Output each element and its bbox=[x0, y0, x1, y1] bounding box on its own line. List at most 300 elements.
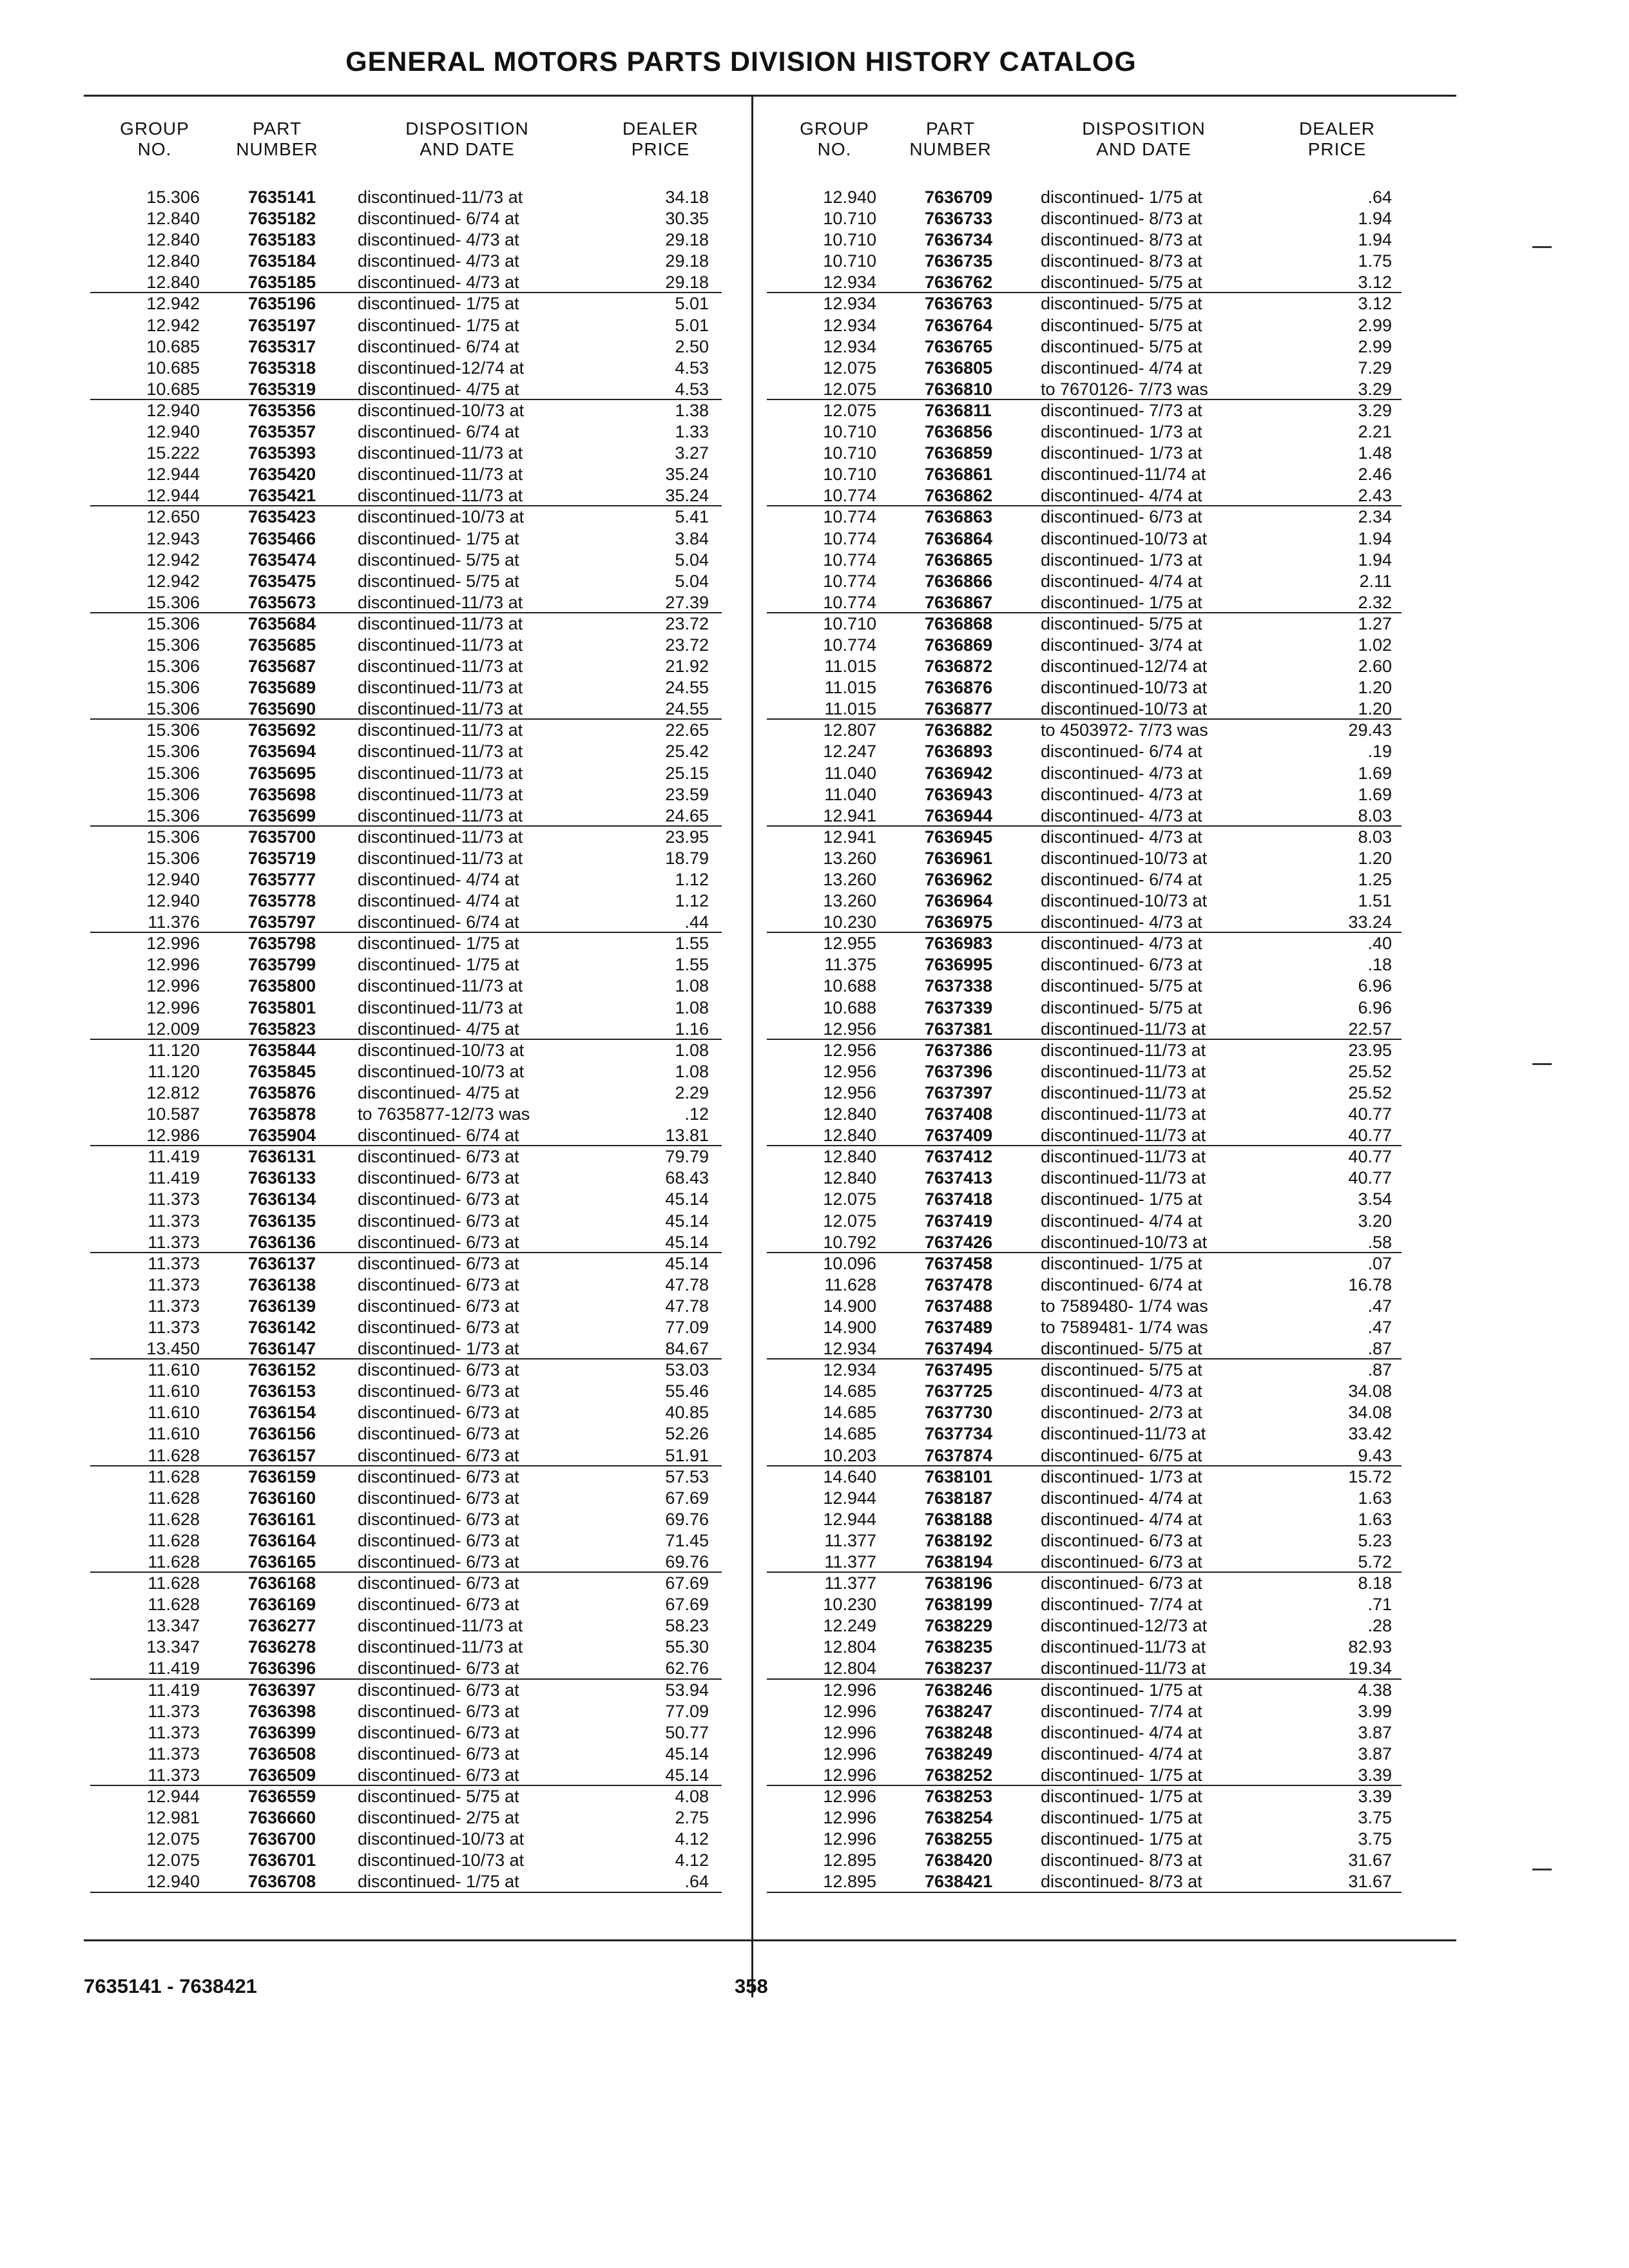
part-number: 7636864 bbox=[925, 528, 993, 548]
table-row bbox=[767, 1082, 1402, 1104]
disposition: discontinued- 5/75 at bbox=[1041, 336, 1202, 356]
dealer-price: 3.27 bbox=[675, 443, 709, 463]
part-number: 7636964 bbox=[925, 891, 993, 911]
group-no: 11.377 bbox=[824, 1552, 876, 1571]
table-row bbox=[90, 528, 722, 550]
table-row bbox=[767, 635, 1402, 656]
dealer-price: 3.87 bbox=[1358, 1722, 1392, 1742]
table-row bbox=[767, 506, 1402, 528]
part-number: 7635800 bbox=[248, 976, 316, 996]
dealer-price: 34.18 bbox=[665, 187, 709, 207]
dealer-price: 31.67 bbox=[1348, 1850, 1392, 1870]
dealer-price: 2.60 bbox=[1358, 657, 1392, 677]
dealer-price: 1.94 bbox=[1358, 230, 1392, 250]
table-row bbox=[90, 1509, 722, 1530]
disposition: discontinued- 4/74 at bbox=[1041, 571, 1202, 591]
table-row bbox=[90, 1082, 722, 1104]
table-row bbox=[767, 208, 1402, 229]
group-no: 10.688 bbox=[823, 997, 876, 1017]
group-no: 11.373 bbox=[148, 1744, 200, 1763]
dealer-price: 1.08 bbox=[675, 1040, 709, 1060]
table-row bbox=[90, 763, 722, 784]
dealer-price: 3.99 bbox=[1358, 1701, 1392, 1721]
disposition: discontinued- 1/75 at bbox=[1041, 187, 1202, 207]
disposition: discontinued- 1/75 at bbox=[1041, 1829, 1202, 1849]
disposition: discontinued-10/73 at bbox=[358, 1850, 525, 1870]
dealer-price: 25.52 bbox=[1348, 1082, 1392, 1102]
group-no: 12.247 bbox=[823, 742, 876, 762]
group-no: 12.807 bbox=[823, 720, 876, 740]
dealer-price: 40.77 bbox=[1348, 1126, 1392, 1146]
disposition: discontinued- 1/75 at bbox=[1041, 1253, 1202, 1273]
group-no: 10.774 bbox=[823, 592, 876, 612]
group-no: 12.996 bbox=[823, 1701, 876, 1721]
part-number: 7635318 bbox=[248, 358, 316, 378]
table-row bbox=[767, 1680, 1402, 1701]
part-number: 7636169 bbox=[248, 1595, 316, 1615]
disposition: discontinued- 6/73 at bbox=[1041, 507, 1202, 527]
disposition: discontinued- 6/73 at bbox=[358, 1658, 519, 1678]
disposition: discontinued- 6/75 at bbox=[1041, 1445, 1202, 1465]
part-number: 7638101 bbox=[925, 1466, 993, 1486]
part-number: 7635183 bbox=[248, 230, 316, 250]
disposition: discontinued-11/73 at bbox=[1041, 1040, 1206, 1060]
part-number: 7637730 bbox=[925, 1403, 993, 1423]
group-no: 11.419 bbox=[148, 1658, 200, 1678]
disposition: discontinued- 1/75 at bbox=[1041, 592, 1202, 612]
group-no: 12.944 bbox=[146, 486, 200, 506]
disposition: discontinued-11/73 at bbox=[1041, 1658, 1206, 1678]
group-no: 15.306 bbox=[146, 613, 200, 633]
table-row bbox=[767, 485, 1402, 506]
group-no: 13.260 bbox=[823, 891, 876, 911]
group-no: 12.075 bbox=[823, 379, 876, 399]
table-row bbox=[90, 1552, 722, 1573]
header-rule bbox=[84, 95, 1456, 97]
dealer-price: .87 bbox=[1367, 1360, 1392, 1380]
disposition: discontinued- 4/73 at bbox=[1041, 763, 1202, 783]
table-row bbox=[767, 784, 1402, 805]
dealer-price: .18 bbox=[1367, 955, 1392, 975]
table-row bbox=[767, 1423, 1402, 1445]
part-number: 7635317 bbox=[248, 336, 316, 356]
part-number: 7636508 bbox=[248, 1744, 316, 1763]
dealer-price: 5.72 bbox=[1358, 1552, 1392, 1571]
part-number: 7637386 bbox=[925, 1040, 993, 1060]
dealer-price: 1.25 bbox=[1358, 870, 1392, 889]
table-row bbox=[90, 1189, 722, 1210]
part-number: 7636147 bbox=[248, 1339, 316, 1359]
disposition: discontinued- 6/73 at bbox=[358, 1296, 519, 1316]
dealer-price: 69.76 bbox=[665, 1552, 709, 1571]
part-number: 7636810 bbox=[925, 379, 993, 399]
table-row bbox=[767, 1445, 1402, 1466]
dealer-price: 25.42 bbox=[665, 742, 709, 762]
part-number: 7636944 bbox=[925, 805, 993, 825]
table-row bbox=[767, 379, 1402, 400]
table-row bbox=[90, 1381, 722, 1402]
disposition: discontinued- 4/73 at bbox=[1041, 934, 1202, 954]
part-number: 7635698 bbox=[248, 784, 316, 804]
group-no: 15.306 bbox=[146, 657, 200, 677]
group-no: 11.373 bbox=[148, 1189, 200, 1209]
disposition: discontinued- 4/74 at bbox=[1041, 1722, 1202, 1742]
table-row bbox=[90, 1850, 722, 1871]
dealer-price: 25.52 bbox=[1348, 1061, 1392, 1081]
dealer-price: 3.87 bbox=[1358, 1744, 1392, 1763]
part-number: 7635798 bbox=[248, 934, 316, 954]
disposition: discontinued- 4/75 at bbox=[358, 379, 519, 399]
part-number: 7636164 bbox=[248, 1530, 316, 1550]
dealer-price: 2.99 bbox=[1358, 315, 1392, 335]
part-number: 7638249 bbox=[925, 1744, 993, 1763]
table-row bbox=[767, 677, 1402, 698]
dealer-price: 57.53 bbox=[665, 1466, 709, 1486]
part-number: 7638255 bbox=[925, 1829, 993, 1849]
disposition: discontinued- 6/74 at bbox=[358, 1126, 519, 1146]
group-no: 12.955 bbox=[823, 934, 876, 954]
part-number: 7635777 bbox=[248, 870, 316, 889]
group-no: 12.940 bbox=[146, 400, 200, 420]
table-row bbox=[90, 656, 722, 677]
part-number: 7636995 bbox=[925, 955, 993, 975]
part-number: 7636876 bbox=[925, 678, 993, 698]
group-no: 10.710 bbox=[823, 422, 876, 442]
dealer-price: .19 bbox=[1367, 742, 1392, 762]
group-no: 15.306 bbox=[146, 699, 200, 719]
disposition: discontinued-12/73 at bbox=[1041, 1616, 1208, 1636]
dealer-price: 58.23 bbox=[665, 1616, 709, 1636]
disposition: discontinued-10/73 at bbox=[358, 1829, 525, 1849]
dealer-price: 1.38 bbox=[675, 400, 709, 420]
part-number: 7635319 bbox=[248, 379, 316, 399]
group-no: 12.996 bbox=[823, 1765, 876, 1785]
disposition: discontinued-12/74 at bbox=[1041, 657, 1208, 677]
group-no: 11.628 bbox=[824, 1274, 876, 1294]
dealer-price: .71 bbox=[1367, 1595, 1392, 1615]
disposition: discontinued- 1/75 at bbox=[358, 1872, 519, 1892]
disposition: discontinued-11/73 at bbox=[358, 678, 523, 698]
table-row bbox=[90, 827, 722, 848]
part-number: 7636735 bbox=[925, 251, 993, 271]
group-no: 12.986 bbox=[146, 1126, 200, 1146]
dealer-price: 2.21 bbox=[1358, 422, 1392, 442]
disposition: discontinued- 1/75 at bbox=[358, 315, 519, 335]
dealer-price: 8.18 bbox=[1358, 1573, 1392, 1593]
group-no: 12.944 bbox=[146, 465, 200, 485]
disposition: discontinued-11/73 at bbox=[358, 763, 523, 783]
dealer-price: 1.08 bbox=[675, 997, 709, 1017]
disposition: discontinued- 6/74 at bbox=[358, 912, 519, 932]
header-part-number: PART NUMBER bbox=[236, 119, 318, 159]
table-row bbox=[767, 272, 1402, 293]
disposition: discontinued- 4/74 at bbox=[358, 870, 519, 889]
dealer-price: 1.69 bbox=[1358, 763, 1392, 783]
part-number: 7636709 bbox=[925, 187, 993, 207]
header-dealer-price-right: DEALER PRICE bbox=[1298, 119, 1376, 159]
part-number: 7636805 bbox=[925, 358, 993, 378]
group-no: 15.306 bbox=[146, 187, 200, 207]
dealer-price: 40.85 bbox=[665, 1403, 709, 1423]
group-no: 11.373 bbox=[148, 1722, 200, 1742]
part-number: 7636396 bbox=[248, 1658, 316, 1678]
table-row bbox=[90, 741, 722, 762]
table-row bbox=[90, 293, 722, 314]
part-number: 7636137 bbox=[248, 1253, 316, 1273]
group-no: 12.996 bbox=[146, 955, 200, 975]
table-row bbox=[767, 1146, 1402, 1168]
part-number: 7637725 bbox=[925, 1381, 993, 1401]
disposition: discontinued- 1/75 at bbox=[1041, 1787, 1202, 1807]
table-row bbox=[767, 464, 1402, 485]
disposition: discontinued- 4/74 at bbox=[1041, 1509, 1202, 1529]
part-number: 7636866 bbox=[925, 571, 993, 591]
part-number: 7635185 bbox=[248, 273, 316, 293]
table-row bbox=[767, 1360, 1402, 1381]
dealer-price: 1.63 bbox=[1358, 1488, 1392, 1508]
dealer-price: 23.95 bbox=[665, 827, 709, 847]
disposition: discontinued- 4/73 at bbox=[358, 251, 519, 271]
disposition: discontinued- 6/73 at bbox=[358, 1403, 519, 1423]
part-number: 7637478 bbox=[925, 1274, 993, 1294]
table-row bbox=[767, 187, 1402, 208]
group-no: 12.075 bbox=[146, 1850, 200, 1870]
group-no: 12.840 bbox=[823, 1126, 876, 1146]
disposition: discontinued- 3/74 at bbox=[1041, 635, 1202, 655]
part-number: 7636133 bbox=[248, 1168, 316, 1188]
group-no: 11.610 bbox=[148, 1403, 200, 1423]
table-row bbox=[767, 1040, 1402, 1061]
table-row bbox=[90, 1104, 722, 1125]
dealer-price: 50.77 bbox=[665, 1722, 709, 1742]
dealer-price: 23.95 bbox=[1348, 1040, 1392, 1060]
group-no: 10.685 bbox=[146, 358, 200, 378]
dealer-price: 29.18 bbox=[665, 273, 709, 293]
disposition: discontinued- 4/75 at bbox=[358, 1019, 519, 1039]
table-row bbox=[90, 1658, 722, 1679]
table-row bbox=[90, 848, 722, 869]
part-number: 7636942 bbox=[925, 763, 993, 783]
dealer-price: 2.34 bbox=[1358, 507, 1392, 527]
group-no: 12.996 bbox=[823, 1722, 876, 1742]
table-row bbox=[90, 379, 722, 400]
disposition: discontinued- 6/73 at bbox=[358, 1530, 519, 1550]
dealer-price: 30.35 bbox=[665, 209, 709, 229]
dealer-price: 1.27 bbox=[1358, 613, 1392, 633]
table-row bbox=[767, 1061, 1402, 1082]
part-number: 7635687 bbox=[248, 657, 316, 677]
part-number: 7635797 bbox=[248, 912, 316, 932]
part-number: 7635799 bbox=[248, 955, 316, 975]
group-no: 12.075 bbox=[823, 400, 876, 420]
dealer-price: 7.29 bbox=[1358, 358, 1392, 378]
group-no: 12.996 bbox=[823, 1744, 876, 1763]
catalog-title: GENERAL MOTORS PARTS DIVISION HISTORY CATALOG bbox=[345, 46, 1137, 77]
disposition: discontinued- 4/74 at bbox=[358, 891, 519, 911]
group-no: 10.774 bbox=[823, 550, 876, 570]
part-number: 7636168 bbox=[248, 1573, 316, 1593]
dealer-price: 71.45 bbox=[665, 1530, 709, 1550]
table-row bbox=[90, 187, 722, 208]
disposition: discontinued- 7/73 at bbox=[1041, 400, 1202, 420]
table-row bbox=[90, 1466, 722, 1488]
table-row bbox=[767, 805, 1402, 827]
dealer-price: 62.76 bbox=[665, 1658, 709, 1678]
disposition: discontinued- 5/75 at bbox=[358, 571, 519, 591]
table-row bbox=[767, 720, 1402, 741]
table-row bbox=[90, 1786, 722, 1807]
group-no: 12.249 bbox=[823, 1616, 876, 1636]
disposition: discontinued-11/73 at bbox=[358, 443, 523, 463]
group-no: 10.230 bbox=[823, 1595, 876, 1615]
dealer-price: 1.94 bbox=[1358, 209, 1392, 229]
margin-mark bbox=[1532, 1869, 1552, 1870]
disposition: discontinued- 6/73 at bbox=[358, 1274, 519, 1294]
disposition: discontinued- 5/75 at bbox=[1041, 976, 1202, 996]
dealer-price: 45.14 bbox=[665, 1744, 709, 1763]
table-row bbox=[90, 1402, 722, 1423]
part-number: 7638248 bbox=[925, 1722, 993, 1742]
part-number: 7636165 bbox=[248, 1552, 316, 1571]
part-number: 7636961 bbox=[925, 848, 993, 868]
disposition: discontinued- 6/73 at bbox=[1041, 1552, 1202, 1571]
group-no: 12.941 bbox=[823, 805, 876, 825]
dealer-price: 4.38 bbox=[1358, 1680, 1392, 1700]
group-no: 10.587 bbox=[146, 1104, 200, 1124]
disposition: discontinued- 4/73 at bbox=[358, 273, 519, 293]
disposition: discontinued-11/73 at bbox=[358, 784, 523, 804]
disposition: discontinued- 6/73 at bbox=[358, 1147, 519, 1167]
footer-rule bbox=[84, 1939, 1456, 1941]
table-row bbox=[90, 635, 722, 656]
part-number: 7638420 bbox=[925, 1850, 993, 1870]
group-no: 12.940 bbox=[146, 870, 200, 889]
dealer-price: 1.16 bbox=[675, 1019, 709, 1039]
dealer-price: 1.75 bbox=[1358, 251, 1392, 271]
table-row bbox=[90, 1274, 722, 1296]
disposition: discontinued-11/73 at bbox=[358, 657, 523, 677]
dealer-price: 1.20 bbox=[1358, 848, 1392, 868]
group-no: 12.956 bbox=[823, 1040, 876, 1060]
group-no: 12.942 bbox=[146, 550, 200, 570]
group-no: 12.940 bbox=[146, 891, 200, 911]
dealer-price: .28 bbox=[1367, 1616, 1392, 1636]
table-row bbox=[90, 229, 722, 251]
dealer-price: 84.67 bbox=[665, 1339, 709, 1359]
part-number: 7637488 bbox=[925, 1296, 993, 1316]
dealer-price: 3.29 bbox=[1358, 400, 1392, 420]
table-row bbox=[90, 1637, 722, 1658]
group-no: 15.306 bbox=[146, 763, 200, 783]
table-row bbox=[767, 1573, 1402, 1594]
table-row bbox=[767, 1253, 1402, 1274]
disposition: discontinued- 4/73 at bbox=[1041, 805, 1202, 825]
part-number: 7635699 bbox=[248, 805, 316, 825]
disposition: discontinued- 2/73 at bbox=[1041, 1403, 1202, 1423]
table-row bbox=[90, 1680, 722, 1701]
dealer-price: 22.65 bbox=[665, 720, 709, 740]
disposition: discontinued- 4/74 at bbox=[1041, 1211, 1202, 1231]
footer-part-range: 7635141 - 7638421 bbox=[84, 1975, 257, 1997]
disposition: discontinued-11/73 at bbox=[358, 486, 523, 506]
dealer-price: .64 bbox=[684, 1872, 709, 1892]
part-number: 7636868 bbox=[925, 613, 993, 633]
table-row bbox=[767, 1338, 1402, 1360]
group-no: 15.306 bbox=[146, 805, 200, 825]
table-row bbox=[767, 229, 1402, 251]
disposition: discontinued- 6/73 at bbox=[358, 1253, 519, 1273]
table-row bbox=[767, 848, 1402, 869]
disposition: discontinued- 4/73 at bbox=[1041, 827, 1202, 847]
table-row bbox=[767, 1807, 1402, 1829]
table-row bbox=[90, 1296, 722, 1317]
disposition: discontinued- 6/74 at bbox=[1041, 742, 1202, 762]
disposition: discontinued-11/73 at bbox=[358, 1616, 523, 1636]
table-row bbox=[90, 1615, 722, 1637]
dealer-price: 2.43 bbox=[1358, 486, 1392, 506]
group-no: 11.628 bbox=[148, 1488, 200, 1508]
group-no: 14.685 bbox=[823, 1424, 876, 1444]
disposition: discontinued- 6/73 at bbox=[358, 1744, 519, 1763]
part-number: 7638229 bbox=[925, 1616, 993, 1636]
part-number: 7636962 bbox=[925, 870, 993, 889]
table-row bbox=[90, 1594, 722, 1615]
table-row bbox=[767, 400, 1402, 421]
dealer-price: .64 bbox=[1367, 187, 1392, 207]
part-number: 7635685 bbox=[248, 635, 316, 655]
dealer-price: 6.96 bbox=[1358, 997, 1392, 1017]
dealer-price: 77.09 bbox=[665, 1701, 709, 1721]
part-number: 7635823 bbox=[248, 1019, 316, 1039]
table-row bbox=[90, 1445, 722, 1466]
disposition: discontinued-11/73 at bbox=[358, 976, 523, 996]
group-no: 11.377 bbox=[824, 1530, 876, 1550]
disposition: discontinued- 6/73 at bbox=[358, 1360, 519, 1380]
part-number: 7635904 bbox=[248, 1126, 316, 1146]
dealer-price: 18.79 bbox=[665, 848, 709, 868]
dealer-price: 67.69 bbox=[665, 1573, 709, 1593]
dealer-price: 2.32 bbox=[1358, 592, 1392, 612]
header-group-no-right: GROUP NO. bbox=[800, 119, 869, 159]
table-row bbox=[90, 464, 722, 485]
part-number: 7638235 bbox=[925, 1637, 993, 1657]
disposition: discontinued- 5/75 at bbox=[1041, 613, 1202, 633]
table-row bbox=[90, 1125, 722, 1146]
part-number: 7638187 bbox=[925, 1488, 993, 1508]
group-no: 15.306 bbox=[146, 827, 200, 847]
group-no: 11.373 bbox=[148, 1232, 200, 1252]
disposition: to 7589480- 1/74 was bbox=[1041, 1296, 1208, 1316]
group-no: 10.774 bbox=[823, 486, 876, 506]
disposition: discontinued- 6/73 at bbox=[1041, 1573, 1202, 1593]
disposition: discontinued-11/74 at bbox=[1041, 465, 1206, 485]
table-row bbox=[767, 912, 1402, 933]
group-no: 11.419 bbox=[148, 1680, 200, 1700]
group-no: 11.628 bbox=[148, 1530, 200, 1550]
group-no: 12.840 bbox=[823, 1147, 876, 1167]
group-no: 14.900 bbox=[823, 1296, 876, 1316]
table-row bbox=[767, 1658, 1402, 1679]
dealer-price: 40.77 bbox=[1348, 1147, 1392, 1167]
header-dealer-price: DEALER PRICE bbox=[622, 119, 699, 159]
table-row bbox=[767, 890, 1402, 912]
table-row bbox=[767, 1829, 1402, 1850]
dealer-price: .47 bbox=[1367, 1296, 1392, 1316]
dealer-price: 47.78 bbox=[665, 1274, 709, 1294]
part-number: 7636763 bbox=[925, 294, 993, 314]
table-row bbox=[90, 1040, 722, 1061]
group-no: 11.373 bbox=[148, 1296, 200, 1316]
